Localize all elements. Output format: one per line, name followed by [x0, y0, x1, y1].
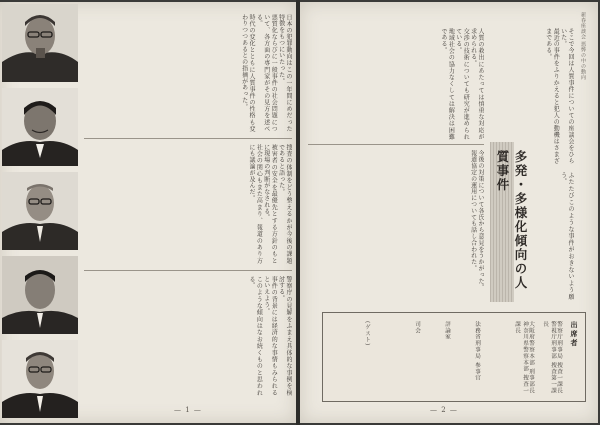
participant-entry: 神奈川県警察本部 捜査一課長	[514, 321, 528, 394]
paragraph: このような傾向はなお続くものと思われる。	[247, 276, 263, 396]
paragraph: 人質の救出にあたっては慎重な対応が求められる。	[469, 28, 484, 140]
body-text-tier-3	[84, 276, 292, 396]
paragraph: 警察庁の見解をふまえ具体的な事例を検討する。	[277, 276, 292, 396]
guest-label: (ゲスト)	[364, 321, 370, 347]
paragraph: 報道協定の運用についても話し合われた。	[469, 150, 477, 272]
article-title: 多発・多様化傾向の人質事件	[495, 150, 528, 290]
paragraph: 今後の対策について各氏から意見をうかがった。	[477, 150, 484, 291]
paragraph: 時代の変化とともに人質事件の性格も変わりつつあるとの指摘があった。	[240, 14, 255, 132]
tier-divider	[84, 138, 292, 139]
portrait-photo-5	[2, 340, 78, 418]
right-page	[300, 2, 598, 423]
paragraph: 捜査の体制をどう整えるかが今後の課題であると語った。	[277, 144, 292, 264]
running-header: 新春座談会 悪弊の中の動向	[580, 12, 586, 81]
body-text-upper-right	[518, 28, 574, 164]
tier-divider	[84, 270, 292, 271]
page-number-left: — 1 —	[174, 406, 202, 414]
participant-entry: 大阪府警察本部 刑事部長	[528, 321, 534, 394]
body-text-tier-1	[84, 14, 292, 132]
body-text-upper-left	[308, 28, 484, 140]
participant-entry: 評論家	[444, 321, 450, 341]
paragraph: 悪質化ならびに一般事件の社会問題について、各方面の専門家がその見方を述べる。	[255, 14, 278, 132]
participant-entry: 警察庁刑事局 捜査一課長	[556, 321, 562, 394]
participant-entry: 司会	[414, 321, 420, 334]
paragraph: 日本の犯罪動向はこの一年間にめだった特徴をもつにいたった。	[277, 14, 292, 132]
paragraph: 地域社会の協力なくしては解決は困難である。	[439, 28, 455, 140]
body-text-tier-2	[84, 144, 292, 264]
tier-divider	[308, 144, 484, 145]
paragraph: ふたたびこのような事件がおきないよう願う。	[559, 172, 574, 300]
left-page	[0, 2, 296, 423]
participants-heading: 出席者	[570, 321, 579, 348]
portrait-photo-1	[2, 4, 78, 82]
participant-entry: 警視庁刑事部 捜査第一課長	[542, 321, 556, 394]
paragraph: 被害者の安全を最優先とする方針のもとに現場の判断がなされる。	[262, 144, 278, 264]
participant-entry: 法務省刑事局 参事官	[474, 321, 480, 382]
page-number-right: — 2 —	[430, 406, 458, 414]
body-text-middle	[308, 150, 484, 302]
paragraph: 事件の背景には経済的な事情もみられるといえよう。	[262, 276, 278, 396]
portrait-photo-4	[2, 256, 78, 334]
portrait-photo-2	[2, 88, 78, 166]
portrait-photo-3	[2, 172, 78, 250]
body-text-middle-right	[518, 172, 574, 300]
paragraph: 最近の事件をふりかえると犯人の動機はさまざまである。	[544, 28, 560, 164]
paragraph: 交渉の技術についても研究が進められている。	[454, 28, 470, 140]
portrait-column	[2, 4, 78, 423]
participants-box	[322, 312, 586, 402]
paragraph: 社会の関心もまた高まり、報道のあり方にも議論が及んだ。	[247, 144, 263, 264]
paragraph: そこで今回は人質事件についての座談会をひらいた。	[559, 28, 574, 164]
